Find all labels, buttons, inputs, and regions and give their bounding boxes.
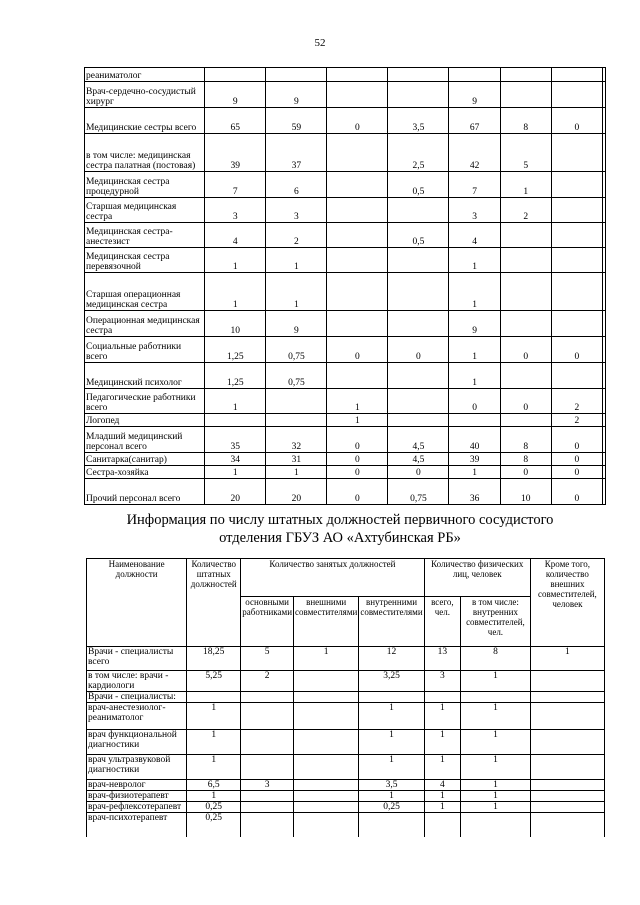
empty-cell [603,248,606,273]
value-cell [551,82,602,108]
value-cell: 0,75 [388,479,449,505]
value-cell: 42 [449,134,500,172]
position-name-cell: врач-рефлексотерапевт [87,802,187,813]
value-cell: 0 [327,108,388,134]
value-cell: 1 [205,273,266,311]
empty-cell [603,172,606,198]
value-cell: 1 [424,703,460,730]
value-cell [327,223,388,248]
header-physical-persons: Количество физических лиц, человек [424,559,530,597]
value-cell: 0 [551,479,602,505]
value-cell: 0 [388,337,449,363]
staff-row [85,453,606,466]
value-cell [449,68,500,82]
value-cell [461,692,531,703]
value-cell [241,791,294,802]
value-cell: 20 [266,479,327,505]
value-cell: 3,25 [359,671,424,692]
value-cell: 2 [241,671,294,692]
department-row [87,671,605,692]
value-cell [388,414,449,427]
value-cell [530,671,604,692]
position-name-cell: Медицинская сестра перевязочной [85,248,205,273]
position-name-cell: Медицинская сестра-анестезист [85,223,205,248]
value-cell: 2 [266,223,327,248]
value-cell: 31 [266,453,327,466]
value-cell: 1 [424,755,460,780]
value-cell [530,703,604,730]
value-cell: 12 [359,647,424,671]
value-cell: 0 [551,108,602,134]
value-cell: 39 [205,134,266,172]
value-cell [461,813,531,837]
value-cell [500,68,551,82]
value-cell [187,692,241,703]
position-name-cell: Прочий персонал всего [85,479,205,505]
value-cell: 1 [461,802,531,813]
value-cell: 8 [461,647,531,671]
value-cell [530,780,604,791]
value-cell [294,813,359,837]
value-cell [327,273,388,311]
value-cell: 0 [500,337,551,363]
value-cell [294,692,359,703]
header-occupied-external: внешними совместителями [294,597,359,647]
value-cell: 9 [449,82,500,108]
value-cell [388,273,449,311]
value-cell: 1 [449,466,500,479]
value-cell [530,755,604,780]
value-cell [327,134,388,172]
value-cell: 1 [461,671,531,692]
value-cell: 1 [424,730,460,755]
value-cell [551,172,602,198]
value-cell [500,311,551,337]
position-name-cell: Операционная медицинская сестра [85,311,205,337]
value-cell: 9 [266,82,327,108]
value-cell: 37 [266,134,327,172]
department-row [87,802,605,813]
value-cell: 10 [500,479,551,505]
empty-cell [603,198,606,223]
value-cell: 0 [327,466,388,479]
value-cell: 65 [205,108,266,134]
value-cell [327,172,388,198]
value-cell: 0,75 [266,337,327,363]
value-cell: 2 [551,414,602,427]
staff-table-continued [84,67,606,505]
empty-cell [603,466,606,479]
heading-line-2: отделения ГБУЗ АО «Ахтубинская РБ» [219,530,461,546]
value-cell: 1 [187,730,241,755]
empty-cell [603,134,606,172]
staff-row [85,427,606,453]
value-cell: 8 [500,453,551,466]
value-cell: 35 [205,427,266,453]
value-cell [327,68,388,82]
section-heading [60,511,620,547]
empty-cell [603,479,606,505]
header-physical-total: всего, чел. [424,597,460,647]
value-cell: 4 [424,780,460,791]
position-name-cell: врач-анестезиолог-реаниматолог [87,703,187,730]
position-name-cell: Педагогические работники всего [85,389,205,414]
value-cell: 1 [461,730,531,755]
position-name-cell: в том числе: медицинская сестра палатная (постовая) [85,134,205,172]
position-name-cell: в том числе: врачи - кардиологи [87,671,187,692]
header-occupied-internal: внутренними совместителями [359,597,424,647]
value-cell: 5 [241,647,294,671]
value-cell: 0 [500,389,551,414]
value-cell [388,363,449,389]
staff-row [85,479,606,505]
position-name-cell: реаниматолог [85,68,205,82]
staff-row [85,337,606,363]
position-name-cell: врач ультразвуковой диагностики [87,755,187,780]
value-cell [294,703,359,730]
department-row [87,813,605,837]
value-cell [424,692,460,703]
position-name-cell: Старшая медицинская сестра [85,198,205,223]
value-cell: 4,5 [388,453,449,466]
staff-row [85,198,606,223]
value-cell: 7 [449,172,500,198]
value-cell [551,198,602,223]
position-name-cell: Медицинские сестры всего [85,108,205,134]
empty-cell [603,337,606,363]
value-cell: 59 [266,108,327,134]
staff-row [85,466,606,479]
department-row [87,692,605,703]
vascular-department-table [86,558,605,837]
value-cell: 1 [359,703,424,730]
staff-row [85,414,606,427]
value-cell [294,802,359,813]
value-cell [388,311,449,337]
value-cell: 39 [449,453,500,466]
empty-cell [603,68,606,82]
position-name-cell: Сестра-хозяйка [85,466,205,479]
value-cell [530,692,604,703]
value-cell: 1 [530,647,604,671]
empty-cell [603,108,606,134]
value-cell [327,82,388,108]
staff-row [85,68,606,82]
staff-row [85,223,606,248]
value-cell [359,692,424,703]
value-cell [551,363,602,389]
value-cell: 1 [449,273,500,311]
department-row [87,791,605,802]
value-cell: 5 [500,134,551,172]
header-position-name: Наименование должности [87,559,187,647]
value-cell: 0,5 [388,172,449,198]
heading-line-1: Информация по числу штатных должностей первичного сосудистого [126,512,554,528]
department-row [87,703,605,730]
value-cell: 9 [205,82,266,108]
position-name-cell: Врачи - специалисты всего [87,647,187,671]
value-cell: 0 [551,337,602,363]
value-cell: 4 [449,223,500,248]
value-cell: 1 [294,647,359,671]
value-cell: 1 [187,791,241,802]
value-cell: 0 [551,427,602,453]
value-cell [388,248,449,273]
value-cell: 0,25 [187,802,241,813]
position-name-cell: Социальные работники всего [85,337,205,363]
position-name-cell: Старшая операционная медицинская сестра [85,273,205,311]
empty-cell [603,82,606,108]
header-physical-internal: в том числе: внутренних совместителей, чел. [461,597,531,647]
value-cell: 3 [205,198,266,223]
empty-cell [603,363,606,389]
value-cell [500,248,551,273]
value-cell: 1 [461,703,531,730]
value-cell: 0,75 [266,363,327,389]
value-cell [266,389,327,414]
value-cell [266,414,327,427]
value-cell: 36 [449,479,500,505]
value-cell: 0 [327,453,388,466]
value-cell: 2,5 [388,134,449,172]
value-cell: 1 [424,791,460,802]
header-occupied-positions: Количество занятых должностей [241,559,424,597]
value-cell: 3 [449,198,500,223]
value-cell [241,730,294,755]
value-cell [551,311,602,337]
value-cell: 1 [187,703,241,730]
header-external-extra: Кроме того, количество внешних совместителей, человек [530,559,604,647]
value-cell: 1,25 [205,337,266,363]
staff-row [85,363,606,389]
position-name-cell: врач-психотерапевт [87,813,187,837]
value-cell: 3,5 [388,108,449,134]
position-name-cell: Медицинский психолог [85,363,205,389]
value-cell: 1 [461,791,531,802]
value-cell: 1 [205,248,266,273]
value-cell: 1 [461,755,531,780]
value-cell [449,414,500,427]
value-cell [530,802,604,813]
value-cell: 0 [449,389,500,414]
value-cell [388,198,449,223]
value-cell: 6 [266,172,327,198]
staff-row [85,82,606,108]
value-cell [266,68,327,82]
value-cell [551,223,602,248]
value-cell: 10 [205,311,266,337]
value-cell: 0 [551,466,602,479]
value-cell: 1 [359,730,424,755]
value-cell [327,198,388,223]
value-cell: 1 [359,755,424,780]
value-cell: 1 [266,466,327,479]
value-cell: 4 [205,223,266,248]
staff-row [85,134,606,172]
value-cell [551,273,602,311]
value-cell [500,223,551,248]
position-name-cell: Врачи - специалисты: [87,692,187,703]
value-cell: 0 [500,466,551,479]
page-number: 52 [314,37,326,49]
value-cell: 0 [327,427,388,453]
value-cell [205,68,266,82]
value-cell: 0 [327,479,388,505]
empty-cell [603,427,606,453]
value-cell [500,363,551,389]
value-cell: 67 [449,108,500,134]
value-cell: 0,25 [187,813,241,837]
value-cell [294,780,359,791]
staff-row [85,248,606,273]
value-cell: 40 [449,427,500,453]
value-cell: 0,5 [388,223,449,248]
value-cell: 8 [500,108,551,134]
empty-cell [603,223,606,248]
value-cell [205,414,266,427]
value-cell: 3 [241,780,294,791]
department-row [87,647,605,671]
value-cell: 0 [388,466,449,479]
value-cell [327,363,388,389]
value-cell: 1 [359,791,424,802]
value-cell [530,813,604,837]
value-cell [241,692,294,703]
value-cell: 1 [327,389,388,414]
position-name-cell: врач-физиотерапевт [87,791,187,802]
value-cell: 1 [205,466,266,479]
value-cell: 1 [266,273,327,311]
staff-row [85,311,606,337]
value-cell: 8 [500,427,551,453]
value-cell: 32 [266,427,327,453]
department-row [87,730,605,755]
value-cell [241,813,294,837]
position-name-cell: врач функциональной диагностики [87,730,187,755]
value-cell: 3 [424,671,460,692]
value-cell [327,311,388,337]
header-staff-positions: Количество штатных должностей [187,559,241,647]
value-cell: 1 [205,389,266,414]
value-cell [500,414,551,427]
value-cell [294,730,359,755]
value-cell: 1 [461,780,531,791]
value-cell: 1 [500,172,551,198]
value-cell [424,813,460,837]
value-cell: 3,5 [359,780,424,791]
value-cell [241,703,294,730]
value-cell: 6,5 [187,780,241,791]
value-cell [530,730,604,755]
value-cell: 2 [551,389,602,414]
value-cell [241,802,294,813]
position-name-cell: Санитарка(санитар) [85,453,205,466]
value-cell [388,82,449,108]
value-cell: 5,25 [187,671,241,692]
value-cell [294,791,359,802]
value-cell: 2 [500,198,551,223]
empty-cell [603,389,606,414]
position-name-cell: Врач-сердечно-сосудистый хирург [85,82,205,108]
value-cell: 1 [424,802,460,813]
staff-row [85,273,606,311]
department-row [87,780,605,791]
staff-row [85,389,606,414]
value-cell: 1 [449,363,500,389]
value-cell [327,248,388,273]
value-cell [551,248,602,273]
staff-row [85,172,606,198]
value-cell: 1 [187,755,241,780]
value-cell: 9 [266,311,327,337]
value-cell: 13 [424,647,460,671]
value-cell: 0 [327,337,388,363]
value-cell: 1 [327,414,388,427]
value-cell: 1 [449,248,500,273]
value-cell: 1,25 [205,363,266,389]
value-cell [359,813,424,837]
value-cell [500,273,551,311]
value-cell [294,755,359,780]
staff-row [85,108,606,134]
value-cell: 0,25 [359,802,424,813]
value-cell: 0 [551,453,602,466]
value-cell: 3 [266,198,327,223]
position-name-cell: врач-невролог [87,780,187,791]
value-cell [551,134,602,172]
header-occupied-main: основными работниками [241,597,294,647]
empty-cell [603,453,606,466]
value-cell: 7 [205,172,266,198]
value-cell [294,671,359,692]
value-cell: 20 [205,479,266,505]
position-name-cell: Медицинская сестра процедурной [85,172,205,198]
value-cell: 4,5 [388,427,449,453]
value-cell [241,755,294,780]
empty-cell [603,273,606,311]
position-name-cell: Младший медицинский персонал всего [85,427,205,453]
empty-cell [603,311,606,337]
value-cell [530,791,604,802]
value-cell [388,68,449,82]
empty-cell [603,414,606,427]
value-cell: 34 [205,453,266,466]
value-cell [388,389,449,414]
value-cell: 1 [449,337,500,363]
value-cell [551,68,602,82]
value-cell: 9 [449,311,500,337]
value-cell [500,82,551,108]
value-cell: 18,25 [187,647,241,671]
position-name-cell: Логопед [85,414,205,427]
department-row [87,755,605,780]
value-cell: 1 [266,248,327,273]
